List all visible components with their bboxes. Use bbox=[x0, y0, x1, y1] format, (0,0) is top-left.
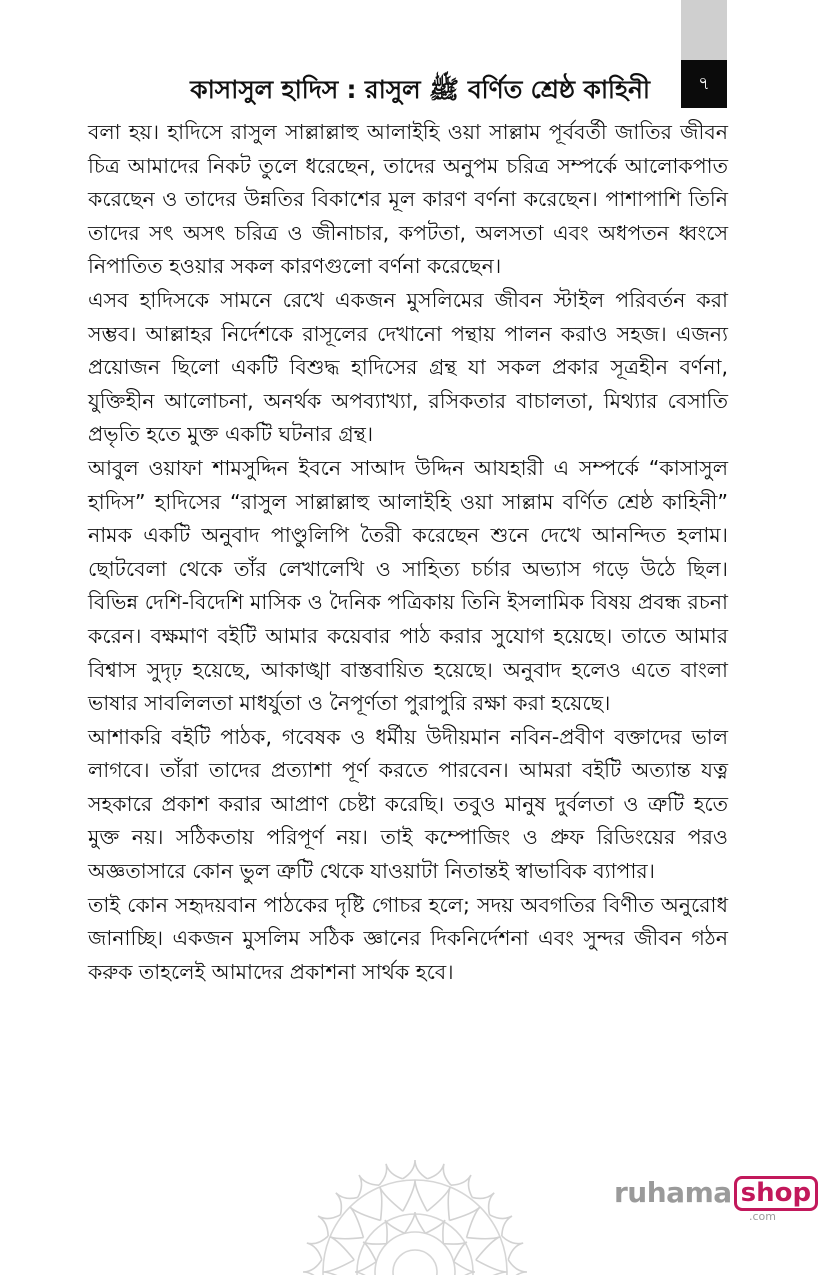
paragraph: বলা হয়। হাদিসে রাসুল সাল্লাল্লাহু আলাইহি ওয়া সাল্লাম পূর্ববর্তী জাতির জীবন চিত্র আমাদের নিকট তুলে ধরেছেন, তাদের অনুপম চরিত্র সম্পর্কে আলোকপাত করেছেন ও তাদের উন্নতির বিকাশের মূল কারণ বর্ণনা করেছেন। পাশাপাশি তিনি তাদের সৎ অসৎ চরিত্র ও জীনাচার, কপটতা, অলসতা এবং অধপতন ধ্বংসে নিপাতিত হওয়ার সকল কারণগুলো বর্ণনা করেছেন। bbox=[88, 120, 728, 279]
mandala-petal bbox=[403, 1180, 427, 1211]
mandala-petal bbox=[449, 1207, 480, 1238]
mandala-petal bbox=[385, 1220, 405, 1244]
mandala-petal bbox=[476, 1260, 507, 1275]
mandala-petal bbox=[363, 1242, 387, 1262]
mandala-petal bbox=[472, 1193, 494, 1215]
mandala-petal bbox=[303, 1260, 322, 1275]
mandala-petal bbox=[358, 1175, 379, 1197]
paragraph: আশাকরি বইটি পাঠক, গবেষক ও ধর্মীয় উদীয়মান নবিন-প্রবীণ বক্তাদের ভাল লাগবে। তাঁরা তাদের প্রত্যাশা পূর্ণ করতে পারবেন। আমরা বইটি অত্যান্ত যত্ন সহকারে প্রকাশ করার আপ্রাণ চেষ্টা করেছি। তবুও মানুষ দুর্বলতা ও ত্রুটি হতে মুক্ত নয়। সঠিকতায় পরিপূর্ণ নয়। তাই কম্পোজিং ও প্রুফ রিডিংয়ের পরও অজ্ঞতাসারে কোন ভুল ত্রুটি থেকে যাওয়াটা নিতান্তই স্বাভাবিক ব্যাপার। bbox=[88, 724, 728, 884]
mandala-ornament-icon bbox=[300, 1152, 530, 1275]
mandala-petal bbox=[318, 1215, 340, 1236]
mandala-petal bbox=[443, 1242, 467, 1262]
mandala-petal bbox=[336, 1193, 358, 1215]
logo-text-ruhama: ruhama bbox=[614, 1176, 732, 1209]
page-edge-tab bbox=[681, 0, 727, 60]
paragraph: এসব হাদিসকে সামনে রেখে একজন মুসলিমের জীবন স্টাইল পরিবর্তন করা সম্ভব। আল্লাহর নির্দেশকে রাসূলের দেখানো পন্থায় পালন করাও সহজ। এজন্য প্রয়োজন ছিলো একটি বিশুদ্ধ হাদিসের গ্রন্থ যা সকল প্রকার সূত্রহীন বর্ণনা, যুক্তিহীন আলোচনা, অনর্থক অপব্যাখ্যা, রসিকতার বাচালতা, মিথ্যার বেসাতি প্রভৃতি হতে মুক্ত একটি ঘটনার গ্রন্থ। bbox=[88, 287, 728, 447]
mandala-petal bbox=[403, 1160, 428, 1179]
mandala-petal bbox=[323, 1260, 354, 1275]
mandala-petal bbox=[425, 1220, 445, 1244]
paragraph: আবুল ওয়াফা শামসুদ্দিন ইবনে সাআদ উদ্দিন আযহারী এ সম্পর্কে “কাসাসুল হাদিস” হাদিসের “রাসুল সাল্লাল্লাহু আলাইহি ওয়া সাল্লাম বর্ণিত শ্রেষ্ঠ কাহিনী” নামক একটি অনুবাদ পাণ্ডুলিপি তৈরী করেছেন শুনে দেখে আনন্দিত হলাম। ছোটবেলা থেকে তাঁর লেখালেখি ও সাহিত্য চর্চার অভ্যাস গড়ে উঠে ছিল। বিভিন্ন দেশি-বিদেশি মাসিক ও দৈনিক পত্রিকায় তিনি ইসলামিক বিষয় প্রবন্ধ রচনা করেন। বক্ষমাণ বইটি আমার কয়েবার পাঠ করার সুযোগ হয়েছে। তাতে আমার বিশ্বাস সুদৃঢ় হয়েছে, আকাঙ্খা বাস্তবায়িত হয়েছে। অনুবাদ হলেও এতে বাংলা ভাষার সাবলিলতা মাধর্যুতা ও নৈপূর্ণতা পুরাপুরি রক্ষা করা হয়েছে। bbox=[88, 455, 728, 716]
page-number: ৭ bbox=[681, 60, 727, 108]
logo-text-shop: shop bbox=[734, 1176, 818, 1211]
mandala-petal bbox=[508, 1260, 527, 1275]
logo-domain: .com bbox=[749, 1210, 776, 1223]
body-text bbox=[88, 116, 728, 989]
mandala-petal bbox=[350, 1207, 381, 1238]
paragraph: তাই কোন সহৃদয়বান পাঠকের দৃষ্টি গোচর হলে; সদয় অবগতির বিণীত অনুরোধ জানাচ্ছি। একজন মুসলিম সঠিক জ্ঞানের দিকনির্দেশনা এবং সুন্দর জীবন গঠন করুক তাহলেই আমাদের প্রকাশনা সার্থক হবে। bbox=[88, 892, 728, 984]
mandala-petal bbox=[451, 1175, 472, 1197]
running-title: কাসাসুল হাদিস : রাসুল ﷺ বর্ণিত শ্রেষ্ঠ কাহিনী bbox=[190, 75, 650, 104]
mandala-petal bbox=[490, 1215, 512, 1236]
